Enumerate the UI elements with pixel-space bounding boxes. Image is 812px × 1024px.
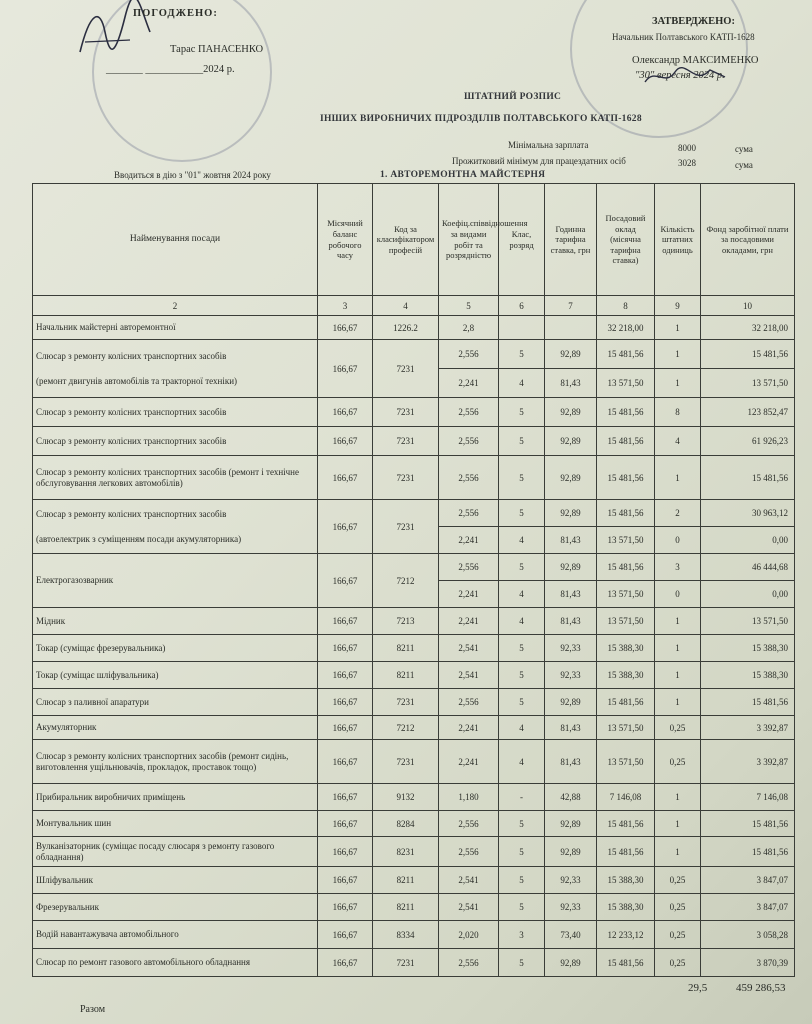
salary-cell: 15 388,30 xyxy=(597,635,655,662)
fund-cell: 123 852,47 xyxy=(701,398,795,427)
table-row xyxy=(33,867,795,894)
count-cell: 0,25 xyxy=(655,921,701,949)
position-name xyxy=(33,340,318,398)
fund-cell: 15 481,56 xyxy=(701,837,795,867)
grade-cell: - xyxy=(499,784,545,811)
rate-cell: 92,33 xyxy=(545,894,597,921)
code-cell: 7213 xyxy=(373,608,439,635)
grade-cell: 5 xyxy=(499,894,545,921)
coef-cell: 2,541 xyxy=(439,894,499,921)
hours-cell: 166,67 xyxy=(318,456,373,500)
salary-cell: 13 571,50 xyxy=(597,581,655,608)
position-title: Слюсар з ремонту колісних транспортних засобів xyxy=(36,508,227,519)
position-name: Начальник майстерні авторемонтної xyxy=(33,316,318,340)
approved-date: "30" вересня 2024 р. xyxy=(635,70,725,81)
position-name: Прибиральник виробничих приміщень xyxy=(33,784,318,811)
fund-cell: 15 388,30 xyxy=(701,635,795,662)
salary-cell: 32 218,00 xyxy=(597,316,655,340)
salary-cell: 15 481,56 xyxy=(597,811,655,837)
salary-cell: 15 481,56 xyxy=(597,500,655,527)
position-name: Слюсар по ремонт газового автомобільного обладнання xyxy=(33,949,318,977)
position-name: Електрогазозварник xyxy=(33,554,318,608)
rate-cell: 81,43 xyxy=(545,740,597,784)
count-cell: 1 xyxy=(655,316,701,340)
coef-cell: 1,180 xyxy=(439,784,499,811)
rate-cell: 92,89 xyxy=(545,456,597,500)
totals-count: 29,5 xyxy=(688,982,708,994)
table-row xyxy=(33,837,795,867)
salary-cell: 12 233,12 xyxy=(597,921,655,949)
fund-cell: 15 388,30 xyxy=(701,662,795,689)
position-name: Акумуляторник xyxy=(33,716,318,740)
col-code: Код за класифікатором професій xyxy=(373,184,439,296)
hours-cell: 166,67 xyxy=(318,635,373,662)
coef-cell: 2,241 xyxy=(439,369,499,398)
fund-cell: 7 146,08 xyxy=(701,784,795,811)
fund-cell: 61 926,23 xyxy=(701,427,795,456)
code-cell: 8211 xyxy=(373,662,439,689)
salary-cell: 7 146,08 xyxy=(597,784,655,811)
table-row xyxy=(33,316,795,340)
hours-cell: 166,67 xyxy=(318,784,373,811)
col-number: 2 xyxy=(33,296,318,316)
code-cell: 1226.2 xyxy=(373,316,439,340)
hours-cell: 166,67 xyxy=(318,894,373,921)
salary-cell: 13 571,50 xyxy=(597,608,655,635)
subsistence-unit: сума xyxy=(735,160,753,170)
position-name: Мідник xyxy=(33,608,318,635)
rate-cell: 92,89 xyxy=(545,554,597,581)
rate-cell: 92,89 xyxy=(545,427,597,456)
code-cell: 7212 xyxy=(373,554,439,608)
rate-cell: 92,89 xyxy=(545,689,597,716)
table-row xyxy=(33,662,795,689)
col-count: Кількість штатних одиниць xyxy=(655,184,701,296)
doc-title: ШТАТНИЙ РОЗПИС xyxy=(464,92,562,102)
count-cell: 0 xyxy=(655,581,701,608)
hours-cell: 166,67 xyxy=(318,716,373,740)
position-name: Монтувальник шин xyxy=(33,811,318,837)
count-cell: 1 xyxy=(655,635,701,662)
hours-cell: 166,67 xyxy=(318,740,373,784)
coef-cell: 2,241 xyxy=(439,527,499,554)
fund-cell: 3 392,87 xyxy=(701,716,795,740)
col-rate: Годинна тарифна ставка, грн xyxy=(545,184,597,296)
col-number: 9 xyxy=(655,296,701,316)
count-cell: 0 xyxy=(655,527,701,554)
hours-cell: 166,67 xyxy=(318,837,373,867)
coef-cell: 2,556 xyxy=(439,427,499,456)
col-name: Найменування посади xyxy=(33,184,318,296)
rate-cell: 92,89 xyxy=(545,837,597,867)
fund-cell: 3 392,87 xyxy=(701,740,795,784)
fund-cell: 0,00 xyxy=(701,581,795,608)
position-name xyxy=(33,500,318,554)
count-cell: 0,25 xyxy=(655,894,701,921)
salary-cell: 15 481,56 xyxy=(597,340,655,369)
hours-cell: 166,67 xyxy=(318,921,373,949)
grade-cell: 5 xyxy=(499,554,545,581)
count-cell: 1 xyxy=(655,456,701,500)
col-salary: Посадовий оклад (місячна тарифна ставка) xyxy=(597,184,655,296)
grade-cell: 5 xyxy=(499,811,545,837)
col-fund: Фонд заробітної плати за посадовими окладами, грн xyxy=(701,184,795,296)
fund-cell: 3 847,07 xyxy=(701,867,795,894)
col-number: 5 xyxy=(439,296,499,316)
section-title: 1. АВТОРЕМОНТНА МАЙСТЕРНЯ xyxy=(380,170,546,180)
col-number: 6 xyxy=(499,296,545,316)
fund-cell: 32 218,00 xyxy=(701,316,795,340)
hours-cell: 166,67 xyxy=(318,811,373,837)
code-cell: 8231 xyxy=(373,837,439,867)
rate-cell: 42,88 xyxy=(545,784,597,811)
coef-cell: 2,541 xyxy=(439,867,499,894)
rate-cell: 92,33 xyxy=(545,867,597,894)
count-cell: 1 xyxy=(655,784,701,811)
approved-label: ЗАТВЕРДЖЕНО: xyxy=(652,16,735,27)
coef-cell: 2,541 xyxy=(439,635,499,662)
coef-cell: 2,556 xyxy=(439,500,499,527)
fund-cell: 15 481,56 xyxy=(701,811,795,837)
min-wage-label: Мінімальна зарплата xyxy=(508,140,589,150)
table-row xyxy=(33,398,795,427)
totals-label: Разом xyxy=(80,1004,106,1015)
subsistence-value: 3028 xyxy=(678,158,696,168)
coef-cell: 2,556 xyxy=(439,398,499,427)
fund-cell: 3 058,28 xyxy=(701,921,795,949)
grade-cell: 5 xyxy=(499,398,545,427)
grade-cell: 4 xyxy=(499,581,545,608)
position-name: Шліфувальник xyxy=(33,867,318,894)
hours-cell: 166,67 xyxy=(318,867,373,894)
salary-cell: 15 388,30 xyxy=(597,662,655,689)
min-wage-unit: сума xyxy=(735,144,753,154)
col-number: 3 xyxy=(318,296,373,316)
rate-cell: 73,40 xyxy=(545,921,597,949)
count-cell: 1 xyxy=(655,369,701,398)
col-grade: Клас, розряд xyxy=(499,184,545,296)
code-cell: 7231 xyxy=(373,689,439,716)
rate-cell: 92,33 xyxy=(545,662,597,689)
hours-cell: 166,67 xyxy=(318,500,373,554)
position-note: (ремонт двигунів автомобілів та тракторної техніки) xyxy=(36,375,238,386)
grade-cell: 5 xyxy=(499,689,545,716)
code-cell: 7231 xyxy=(373,427,439,456)
effective-from: Вводиться в дію з "01" жовтня 2024 року xyxy=(114,170,271,180)
hours-cell: 166,67 xyxy=(318,398,373,427)
grade-cell: 5 xyxy=(499,867,545,894)
agreed-label: ПОГОДЖЕНО: xyxy=(133,8,218,19)
grade-cell: 4 xyxy=(499,369,545,398)
count-cell: 1 xyxy=(655,340,701,369)
coef-cell: 2,241 xyxy=(439,581,499,608)
code-cell: 7231 xyxy=(373,500,439,554)
grade-cell: 5 xyxy=(499,949,545,977)
rate-cell: 81,43 xyxy=(545,369,597,398)
coef-cell: 2,556 xyxy=(439,456,499,500)
totals-fund: 459 286,53 xyxy=(736,982,786,994)
salary-cell: 15 481,56 xyxy=(597,427,655,456)
table-row xyxy=(33,635,795,662)
table-row xyxy=(33,894,795,921)
count-cell: 1 xyxy=(655,837,701,867)
col-hours: Місячний баланс робочого часу xyxy=(318,184,373,296)
salary-cell: 15 481,56 xyxy=(597,837,655,867)
grade-cell: 5 xyxy=(499,837,545,867)
coef-cell: 2,241 xyxy=(439,716,499,740)
fund-cell: 13 571,50 xyxy=(701,369,795,398)
code-cell: 8211 xyxy=(373,867,439,894)
grade-cell: 5 xyxy=(499,662,545,689)
position-name: Токар (суміщає фрезерувальника) xyxy=(33,635,318,662)
rate-cell: 92,33 xyxy=(545,635,597,662)
hours-cell: 166,67 xyxy=(318,554,373,608)
position-name: Токар (суміщає шліфувальника) xyxy=(33,662,318,689)
code-cell: 8211 xyxy=(373,635,439,662)
salary-cell: 13 571,50 xyxy=(597,369,655,398)
salary-cell: 15 388,30 xyxy=(597,867,655,894)
table-row xyxy=(33,554,795,581)
table-row xyxy=(33,784,795,811)
hours-cell: 166,67 xyxy=(318,689,373,716)
fund-cell: 0,00 xyxy=(701,527,795,554)
position-name: Слюсар з паливної апаратури xyxy=(33,689,318,716)
subsistence-label: Прожитковий мінімум для працездатних осіб xyxy=(452,156,626,166)
table-row xyxy=(33,500,795,527)
coef-cell: 2,556 xyxy=(439,949,499,977)
coef-cell: 2,556 xyxy=(439,837,499,867)
salary-cell: 13 571,50 xyxy=(597,740,655,784)
grade-cell: 5 xyxy=(499,340,545,369)
col-number: 4 xyxy=(373,296,439,316)
column-number-row xyxy=(33,296,795,316)
salary-cell: 15 481,56 xyxy=(597,689,655,716)
count-cell: 1 xyxy=(655,689,701,716)
salary-cell: 15 481,56 xyxy=(597,949,655,977)
hours-cell: 166,67 xyxy=(318,316,373,340)
col-number: 10 xyxy=(701,296,795,316)
hours-cell: 166,67 xyxy=(318,340,373,398)
coef-cell: 2,241 xyxy=(439,740,499,784)
agreed-date: _______ ___________2024 р. xyxy=(106,64,235,75)
table-row xyxy=(33,716,795,740)
table-row xyxy=(33,427,795,456)
grade-cell xyxy=(499,316,545,340)
grade-cell: 4 xyxy=(499,716,545,740)
agreed-name: Тарас ПАНАСЕНКО xyxy=(170,44,264,55)
approved-name: Олександр МАКСИМЕНКО xyxy=(632,55,759,66)
staffing-table xyxy=(32,183,795,977)
code-cell: 7231 xyxy=(373,740,439,784)
coef-cell: 2,8 xyxy=(439,316,499,340)
count-cell: 1 xyxy=(655,811,701,837)
position-name: Водій навантажувача автомобільного xyxy=(33,921,318,949)
table-row xyxy=(33,456,795,500)
signature-right xyxy=(640,62,730,92)
position-note: (автоелектрик з суміщенням посади акумуляторника) xyxy=(36,533,242,544)
rate-cell: 81,43 xyxy=(545,527,597,554)
code-cell: 7212 xyxy=(373,716,439,740)
hours-cell: 166,67 xyxy=(318,662,373,689)
hours-cell: 166,67 xyxy=(318,949,373,977)
salary-cell: 13 571,50 xyxy=(597,527,655,554)
table-row xyxy=(33,740,795,784)
count-cell: 0,25 xyxy=(655,867,701,894)
code-cell: 8334 xyxy=(373,921,439,949)
fund-cell: 15 481,56 xyxy=(701,456,795,500)
table-header-row xyxy=(33,184,795,296)
rate-cell: 92,89 xyxy=(545,500,597,527)
fund-cell: 30 963,12 xyxy=(701,500,795,527)
code-cell: 9132 xyxy=(373,784,439,811)
salary-cell: 15 481,56 xyxy=(597,398,655,427)
count-cell: 4 xyxy=(655,427,701,456)
table-row xyxy=(33,689,795,716)
rate-cell xyxy=(545,316,597,340)
code-cell: 8284 xyxy=(373,811,439,837)
position-name: Слюсар з ремонту колісних транспортних засобів (ремонт сидінь, виготовлення ущільнювачів, прокладок, проставок тощо) xyxy=(33,740,318,784)
hours-cell: 166,67 xyxy=(318,427,373,456)
count-cell: 1 xyxy=(655,662,701,689)
code-cell: 7231 xyxy=(373,340,439,398)
grade-cell: 5 xyxy=(499,456,545,500)
salary-cell: 15 481,56 xyxy=(597,554,655,581)
coef-cell: 2,541 xyxy=(439,662,499,689)
code-cell: 8211 xyxy=(373,894,439,921)
doc-subtitle: ІНШИХ ВИРОБНИЧИХ ПІДРОЗДІЛІВ ПОЛТАВСЬКОГО КАТП-1628 xyxy=(320,114,642,124)
position-name: Слюсар з ремонту колісних транспортних засобів xyxy=(33,398,318,427)
grade-cell: 5 xyxy=(499,635,545,662)
count-cell: 0,25 xyxy=(655,716,701,740)
rate-cell: 92,89 xyxy=(545,340,597,369)
coef-cell: 2,556 xyxy=(439,340,499,369)
grade-cell: 4 xyxy=(499,740,545,784)
col-number: 7 xyxy=(545,296,597,316)
table-row xyxy=(33,921,795,949)
hours-cell: 166,67 xyxy=(318,608,373,635)
grade-cell: 5 xyxy=(499,500,545,527)
rate-cell: 92,89 xyxy=(545,949,597,977)
fund-cell: 15 481,56 xyxy=(701,689,795,716)
col-number: 8 xyxy=(597,296,655,316)
grade-cell: 5 xyxy=(499,427,545,456)
approved-position: Начальник Полтавського КАТП-1628 xyxy=(612,32,755,42)
rate-cell: 81,43 xyxy=(545,608,597,635)
count-cell: 2 xyxy=(655,500,701,527)
position-name: Вулканізаторник (суміщає посаду слюсаря з ремонту газового обладнання) xyxy=(33,837,318,867)
table-row xyxy=(33,949,795,977)
coef-cell: 2,556 xyxy=(439,811,499,837)
position-name: Слюсар з ремонту колісних транспортних засобів xyxy=(33,427,318,456)
salary-cell: 13 571,50 xyxy=(597,716,655,740)
table-row xyxy=(33,608,795,635)
rate-cell: 81,43 xyxy=(545,581,597,608)
salary-cell: 15 388,30 xyxy=(597,894,655,921)
fund-cell: 3 847,07 xyxy=(701,894,795,921)
rate-cell: 92,89 xyxy=(545,811,597,837)
salary-cell: 15 481,56 xyxy=(597,456,655,500)
fund-cell: 13 571,50 xyxy=(701,608,795,635)
code-cell: 7231 xyxy=(373,398,439,427)
code-cell: 7231 xyxy=(373,949,439,977)
table-row xyxy=(33,340,795,369)
coef-cell: 2,556 xyxy=(439,689,499,716)
table-row xyxy=(33,811,795,837)
fund-cell: 15 481,56 xyxy=(701,340,795,369)
grade-cell: 4 xyxy=(499,527,545,554)
count-cell: 8 xyxy=(655,398,701,427)
grade-cell: 4 xyxy=(499,608,545,635)
position-name: Слюсар з ремонту колісних транспортних засобів (ремонт і технічне обслуговування легкових автомобілів) xyxy=(33,456,318,500)
position-title: Слюсар з ремонту колісних транспортних засобів xyxy=(36,350,227,361)
count-cell: 0,25 xyxy=(655,740,701,784)
min-wage-value: 8000 xyxy=(678,143,696,153)
code-cell: 7231 xyxy=(373,456,439,500)
coef-cell: 2,020 xyxy=(439,921,499,949)
count-cell: 3 xyxy=(655,554,701,581)
grade-cell: 3 xyxy=(499,921,545,949)
coef-cell: 2,556 xyxy=(439,554,499,581)
coef-cell: 2,241 xyxy=(439,608,499,635)
count-cell: 1 xyxy=(655,608,701,635)
count-cell: 0,25 xyxy=(655,949,701,977)
fund-cell: 46 444,68 xyxy=(701,554,795,581)
col-coef: Коефіц.співвідношення за видами робіт та розрядністю xyxy=(439,184,499,296)
fund-cell: 3 870,39 xyxy=(701,949,795,977)
rate-cell: 92,89 xyxy=(545,398,597,427)
rate-cell: 81,43 xyxy=(545,716,597,740)
position-name: Фрезерувальник xyxy=(33,894,318,921)
